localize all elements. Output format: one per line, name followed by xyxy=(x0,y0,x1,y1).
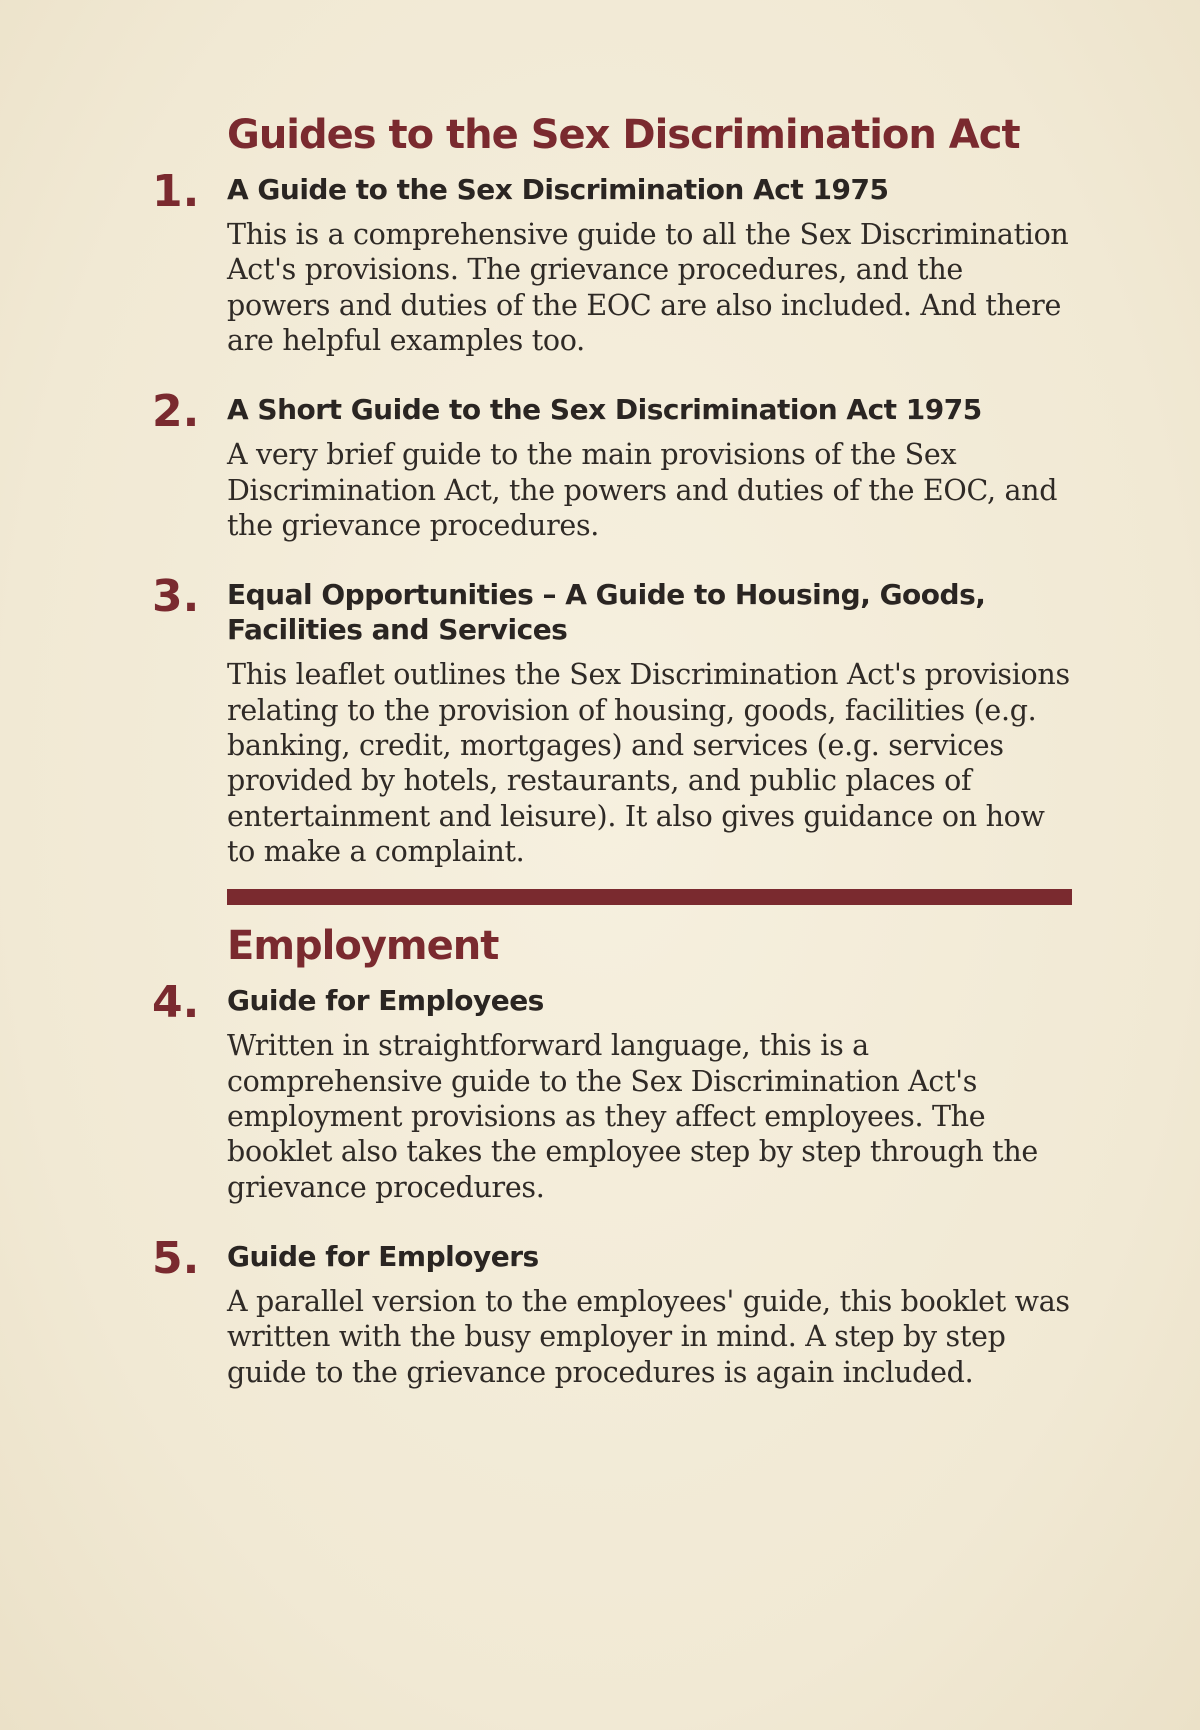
item-body xyxy=(227,1239,1072,1390)
section-title-guides: Guides to the Sex Discrimination Act xyxy=(227,112,1020,158)
item-title: A Guide to the Sex Discrimination Act 1975 xyxy=(227,173,889,206)
item-number: 4. xyxy=(152,977,200,1029)
item-title: Equal Opportunities – A Guide to Housing, Goods, Facilities and Services xyxy=(227,578,986,647)
document-content xyxy=(152,112,1072,1424)
item-description: A parallel version to the employees' guide, this booklet was written with the busy employer in mind. A step by step guide to the grievance procedures is again included. xyxy=(227,1284,1070,1389)
item-description: This leaflet outlines the Sex Discrimination Act's provisions relating to the provision of housing, goods, facilities (e.g. banking, credit, mortgages) and services (e.g. services provided by hotels, restaurants, and public places of entertainment and leisure). It also gives guidance on how to make a complaint. xyxy=(227,658,1070,868)
section-title-employment: Employment xyxy=(227,923,499,970)
item-body xyxy=(227,983,1072,1205)
list-item-5 xyxy=(152,1232,1072,1390)
item-title: Guide for Employees xyxy=(227,984,544,1018)
item-body xyxy=(227,172,1072,358)
item-number: 2. xyxy=(152,386,200,438)
list-item-4 xyxy=(152,977,1072,1205)
list-item-2 xyxy=(152,386,1072,543)
item-number: 1. xyxy=(152,166,200,217)
item-description: Written in straightforward language, this is a comprehensive guide to the Sex Discrimination Act's employment provisions as they affect employees. The booklet also takes the employee step by step through the grievance procedures. xyxy=(227,1029,1038,1204)
item-title: A Short Guide to the Sex Discrimination Act 1975 xyxy=(227,393,982,427)
item-body xyxy=(227,392,1072,543)
item-description: This is a comprehensive guide to all the Sex Discrimination Act's provisions. The grievance procedures, and the powers and duties of the EOC are also included. And there are helpful examples too. xyxy=(227,218,1069,357)
section-divider xyxy=(227,889,1072,905)
item-description: A very brief guide to the main provisions of the Sex Discrimination Act, the powers and duties of the EOC, and the grievance procedures. xyxy=(227,438,1058,542)
item-number: 5. xyxy=(152,1232,200,1284)
item-body xyxy=(227,577,1072,869)
item-number: 3. xyxy=(152,571,200,623)
list-item-3 xyxy=(152,571,1072,869)
list-item-1 xyxy=(152,166,1072,358)
item-title: Guide for Employers xyxy=(227,1239,539,1273)
